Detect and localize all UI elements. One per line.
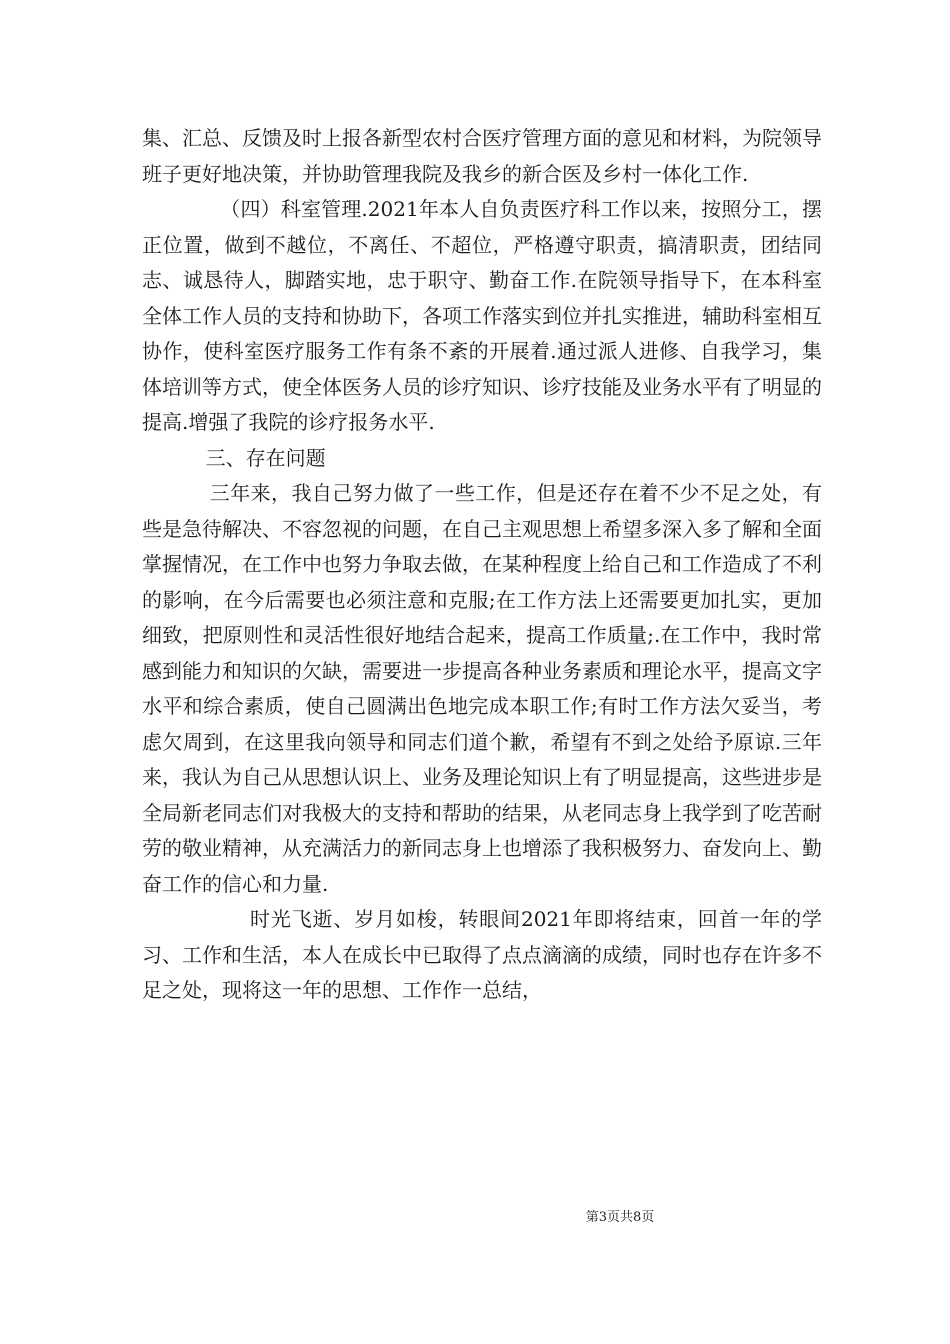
paragraph-4: 时光飞逝、岁月如梭，转眼间2021年即将结束，回首一年的学习、工作和生活，本人在成长中已取得了点点滴滴的成绩，同时也存在许多不足之处，现将这一年的思想、工作作一总结，: [142, 907, 822, 1002]
section-heading: 三、存在问题: [142, 445, 326, 470]
paragraph-1: 集、汇总、反馈及时上报各新型农村合医疗管理方面的意见和材料，为院领导班子更好地决策，并协助管理我院及我乡的新合医及乡村一体化工作.: [142, 126, 822, 186]
document-body: [142, 121, 822, 1009]
page-number: 第3页共8页: [585, 1210, 655, 1225]
paragraph-2: （四）科室管理.2021年本人自负责医疗科工作以来，按照分工，摆正位置，做到不越位，不离任、不超位，严格遵守职责，搞清职责，团结同志、诚恳待人，脚踏实地，忠于职守、勤奋工作.在院领导指导下，在本科室全体工作人员的支持和协助下，各项工作落实到位并扎实推进，辅助科室相互协作，使科室医疗服务工作有条不紊的开展着.通过派人进修、自我学习，集体培训等方式，使全体医务人员的诊疗知识、诊疗技能及业务水平有了明显的提高.增强了我院的诊疗报务水平.: [142, 197, 822, 434]
paragraph-3: 三年来，我自己努力做了一些工作，但是还存在着不少不足之处，有些是急待解决、不容忽视的问题，在自己主观思想上希望多深入多了解和全面掌握情况，在工作中也努力争取去做，在某种程度上给自己和工作造成了不利的影响，在今后需要也必须注意和克服;在工作方法上还需要更加扎实，更加细致，把原则性和灵活性很好地结合起来，提高工作质量;.在工作中，我时常感到能力和知识的欠缺，需要进一步提高各种业务素质和理论水平，提高文字水平和综合素质，使自己圆满出色地完成本职工作;有时工作方法欠妥当，考虑欠周到，在这里我向领导和同志们道个歉，希望有不到之处给予原谅.三年来，我认为自己从思想认识上、业务及理论知识上有了明显提高，这些进步是全局新老同志们对我极大的支持和帮助的结果，从老同志身上我学到了吃苦耐劳的敬业精神，从充满活力的新同志身上也增添了我积极努力、奋发向上、勤奋工作的信心和力量.: [142, 481, 823, 896]
